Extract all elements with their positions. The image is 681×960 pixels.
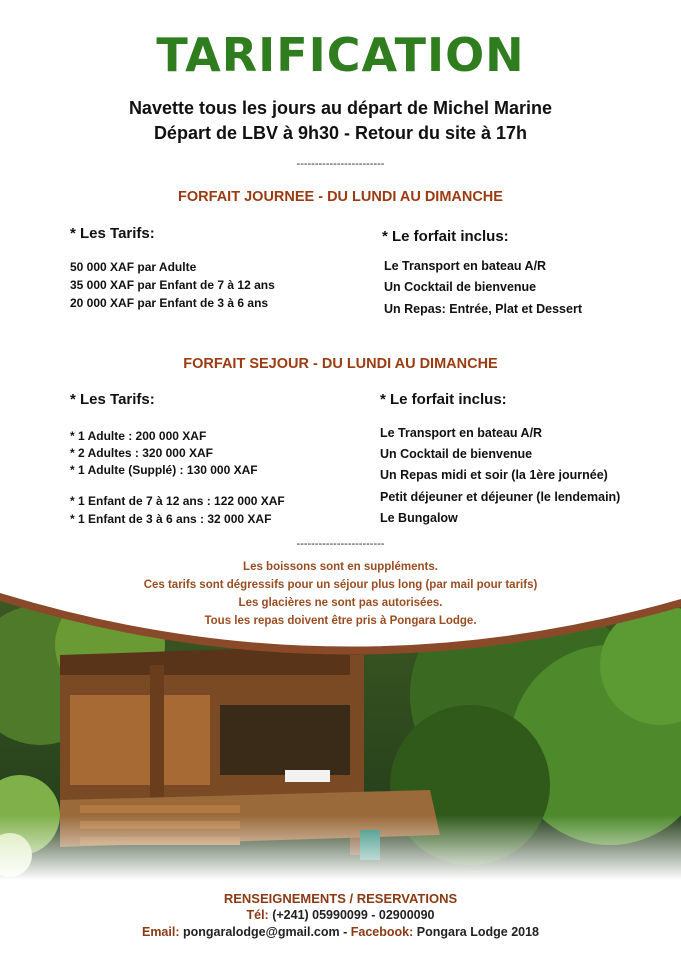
subtitle-line-2: Départ de LBV à 9h30 - Retour du site à 17h [153, 123, 528, 143]
sejour-inclus-item: Le Bungalow [380, 511, 458, 525]
note-line: Ces tarifs sont dégressifs pour un séjour plus long (par mail pour tarifs) [143, 579, 538, 591]
sejour-tarif-item: * 2 Adultes : 320 000 XAF [70, 446, 213, 460]
sejour-inclus-item: Un Cocktail de bienvenue [380, 447, 533, 461]
journee-inclus-item: Un Repas: Entrée, Plat et Dessert [384, 302, 582, 316]
note-line: Les boissons sont en suppléments. [243, 561, 438, 573]
email-label: Email: [141, 925, 180, 939]
journee-tarif-item: 20 000 XAF par Enfant de 3 à 6 ans [70, 296, 269, 310]
journee-inclus-label: * Le forfait inclus: [382, 228, 509, 245]
note-line: Les glacières ne sont pas autorisées. [238, 597, 443, 609]
subtitle-line-1: Navette tous les jours au départ de Michel Marine [128, 98, 553, 118]
facebook-label: Facebook: [350, 925, 414, 939]
sejour-tarif-item: * 1 Adulte (Supplé) : 130 000 XAF [70, 463, 258, 477]
note-line: Tous les repas doivent être pris à Pongara Lodge. [204, 615, 477, 627]
footer-contact [0, 925, 681, 939]
sejour-inclus-item: Petit déjeuner et déjeuner (le lendemain) [380, 490, 621, 504]
footer-heading: RENSEIGNEMENTS / RESERVATIONS [223, 891, 458, 906]
sejour-inclus-item: Le Transport en bateau A/R [380, 426, 543, 440]
phone-label: Tél: [246, 908, 269, 922]
page-title: TARIFICATION [156, 28, 525, 82]
sejour-inclus-label: * Le forfait inclus: [380, 391, 507, 408]
separator-bottom: ------------------------ [296, 538, 385, 550]
sejour-tarif-item: * 1 Enfant de 7 à 12 ans : 122 000 XAF [70, 494, 285, 508]
lodge-photo-icon [0, 585, 681, 880]
forfait-journee-heading: FORFAIT JOURNEE - DU LUNDI AU DIMANCHE [178, 189, 503, 205]
separator-top: ------------------------ [296, 158, 385, 170]
sejour-inclus-item: Un Repas midi et soir (la 1ère journée) [380, 468, 608, 482]
facebook-value[interactable]: Pongara Lodge 2018 [416, 925, 540, 939]
forfait-sejour-heading: FORFAIT SEJOUR - DU LUNDI AU DIMANCHE [183, 356, 498, 372]
lodge-photo [0, 585, 681, 880]
journee-inclus-item: Le Transport en bateau A/R [384, 259, 547, 273]
sejour-tarif-item: * 1 Enfant de 3 à 6 ans : 32 000 XAF [70, 512, 272, 526]
sejour-tarif-item: * 1 Adulte : 200 000 XAF [70, 429, 207, 443]
journee-inclus-item: Un Cocktail de bienvenue [384, 280, 537, 294]
journee-tarifs-label: * Les Tarifs: [70, 225, 155, 242]
phone-value: (+241) 05990099 - 02900090 [272, 908, 435, 922]
journee-tarif-item: 35 000 XAF par Enfant de 7 à 12 ans [70, 278, 275, 292]
contact-separator: - [339, 925, 351, 939]
footer-phone [0, 908, 681, 922]
journee-tarif-item: 50 000 XAF par Adulte [70, 260, 197, 274]
email-value[interactable]: pongaralodge@gmail.com [182, 925, 340, 939]
sejour-tarifs-label: * Les Tarifs: [70, 391, 155, 408]
